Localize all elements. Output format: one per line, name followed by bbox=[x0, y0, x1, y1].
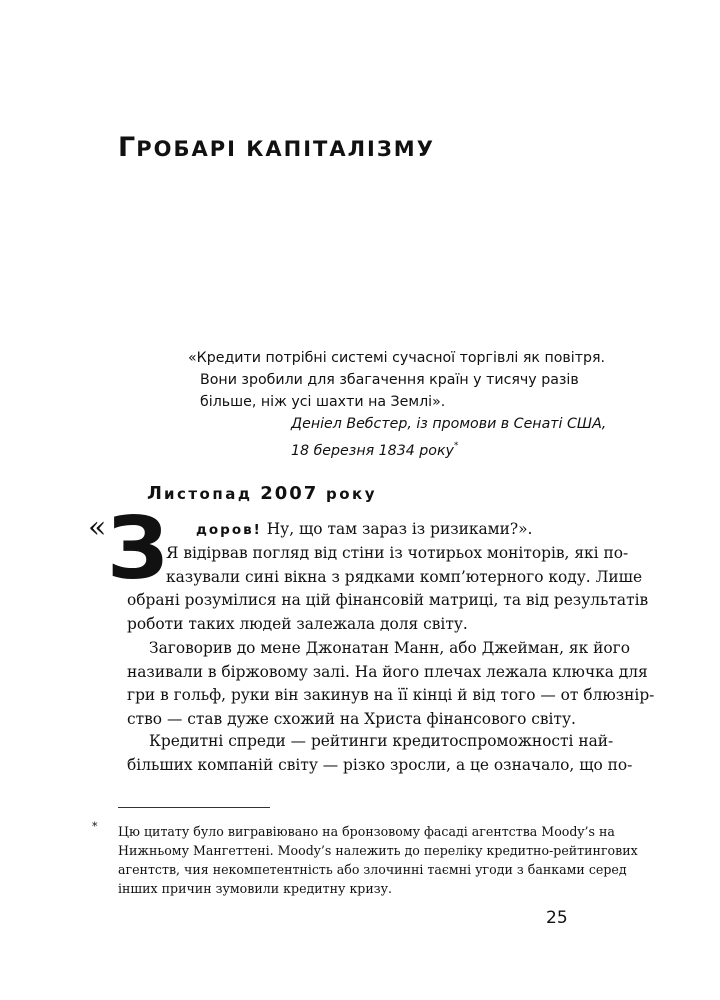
chapter-title-initial: Г bbox=[118, 132, 137, 163]
epigraph-date-text: 18 березня 1834 року bbox=[291, 443, 454, 459]
body-first-line bbox=[196, 518, 601, 543]
epigraph-footnote-marker: * bbox=[453, 441, 459, 451]
body-line: Кредитні спреди — рейтинги кредитоспроможності най- bbox=[149, 732, 614, 750]
footnote-divider bbox=[118, 807, 270, 808]
body-line: гри в гольф, руки він закинув на її кінці й від того — от блюзнір- bbox=[127, 686, 655, 705]
body-line: роботи таких людей залежала доля світу. bbox=[127, 614, 468, 633]
section-title-month: истопад bbox=[163, 485, 261, 503]
body-line bbox=[196, 518, 601, 543]
body-line: обрані розумілися на цій фінансовій матриці, та від результатів bbox=[127, 591, 649, 609]
footnote-marker: * bbox=[92, 820, 98, 833]
drop-cap: З bbox=[107, 499, 169, 599]
body-line: більших компаній світу — різко зросли, а це означало, що по- bbox=[127, 755, 633, 774]
epigraph-line: «Кредити потрібні системі сучасної торгівлі як повітря. bbox=[188, 350, 606, 366]
epigraph bbox=[188, 347, 607, 462]
first-line-text: Ну, що там зараз із ризиками?». bbox=[261, 520, 533, 538]
footnote-line: Цю цитату було вигравіювано на бронзовому фасаді агентства Moody’s на bbox=[118, 824, 615, 839]
epigraph-attribution-date bbox=[188, 435, 598, 462]
paragraph-1 bbox=[127, 589, 649, 636]
section-title-tail: року bbox=[318, 485, 378, 503]
section-title bbox=[147, 483, 377, 504]
body-line: Заговорив до мене Джонатан Манн, або Джейман, як його bbox=[149, 639, 631, 657]
body-line: Я відірвав погляд від стіни із чотирьох моніторів, які по- bbox=[166, 544, 629, 562]
footnote-line: Нижньому Мангеттені. Moody’s належить до переліку кредитно-рейтингових bbox=[118, 843, 638, 858]
paragraph-1-wrap bbox=[166, 542, 643, 589]
paragraph-3 bbox=[127, 730, 633, 777]
section-title-year: 2007 bbox=[260, 483, 319, 504]
chapter-title-rest: РОБАРІ КАПІТАЛІЗМУ bbox=[136, 137, 435, 161]
epigraph-line: Вони зробили для збагачення країн у тисячу разів bbox=[200, 372, 579, 388]
footnote-line: інших причин зумовили кредитну кризу. bbox=[118, 881, 393, 896]
epigraph-attribution: Деніел Вебстер, із промови в Сенаті США, bbox=[291, 416, 607, 432]
body-line: ство — став дуже схожий на Христа фінансового світу. bbox=[127, 709, 576, 728]
section-title-initial: Л bbox=[147, 483, 164, 504]
body-line: називали в біржовому залі. На його плечах лежала ключка для bbox=[127, 662, 648, 681]
footnote-line: агентств, чия некомпетентність або злочинні таємні угоди з банками серед bbox=[118, 862, 627, 877]
epigraph-line: більше, ніж усі шахти на Землі». bbox=[200, 394, 446, 410]
opening-quote-mark: « bbox=[88, 510, 107, 545]
page-number: 25 bbox=[546, 908, 568, 928]
drop-cap-word: доров! bbox=[196, 522, 262, 538]
paragraph-2 bbox=[127, 637, 655, 731]
body-line: казували сині вікна з рядками комп’ютерного коду. Лише bbox=[166, 567, 643, 586]
footnote bbox=[118, 822, 638, 898]
chapter-title bbox=[118, 132, 435, 163]
